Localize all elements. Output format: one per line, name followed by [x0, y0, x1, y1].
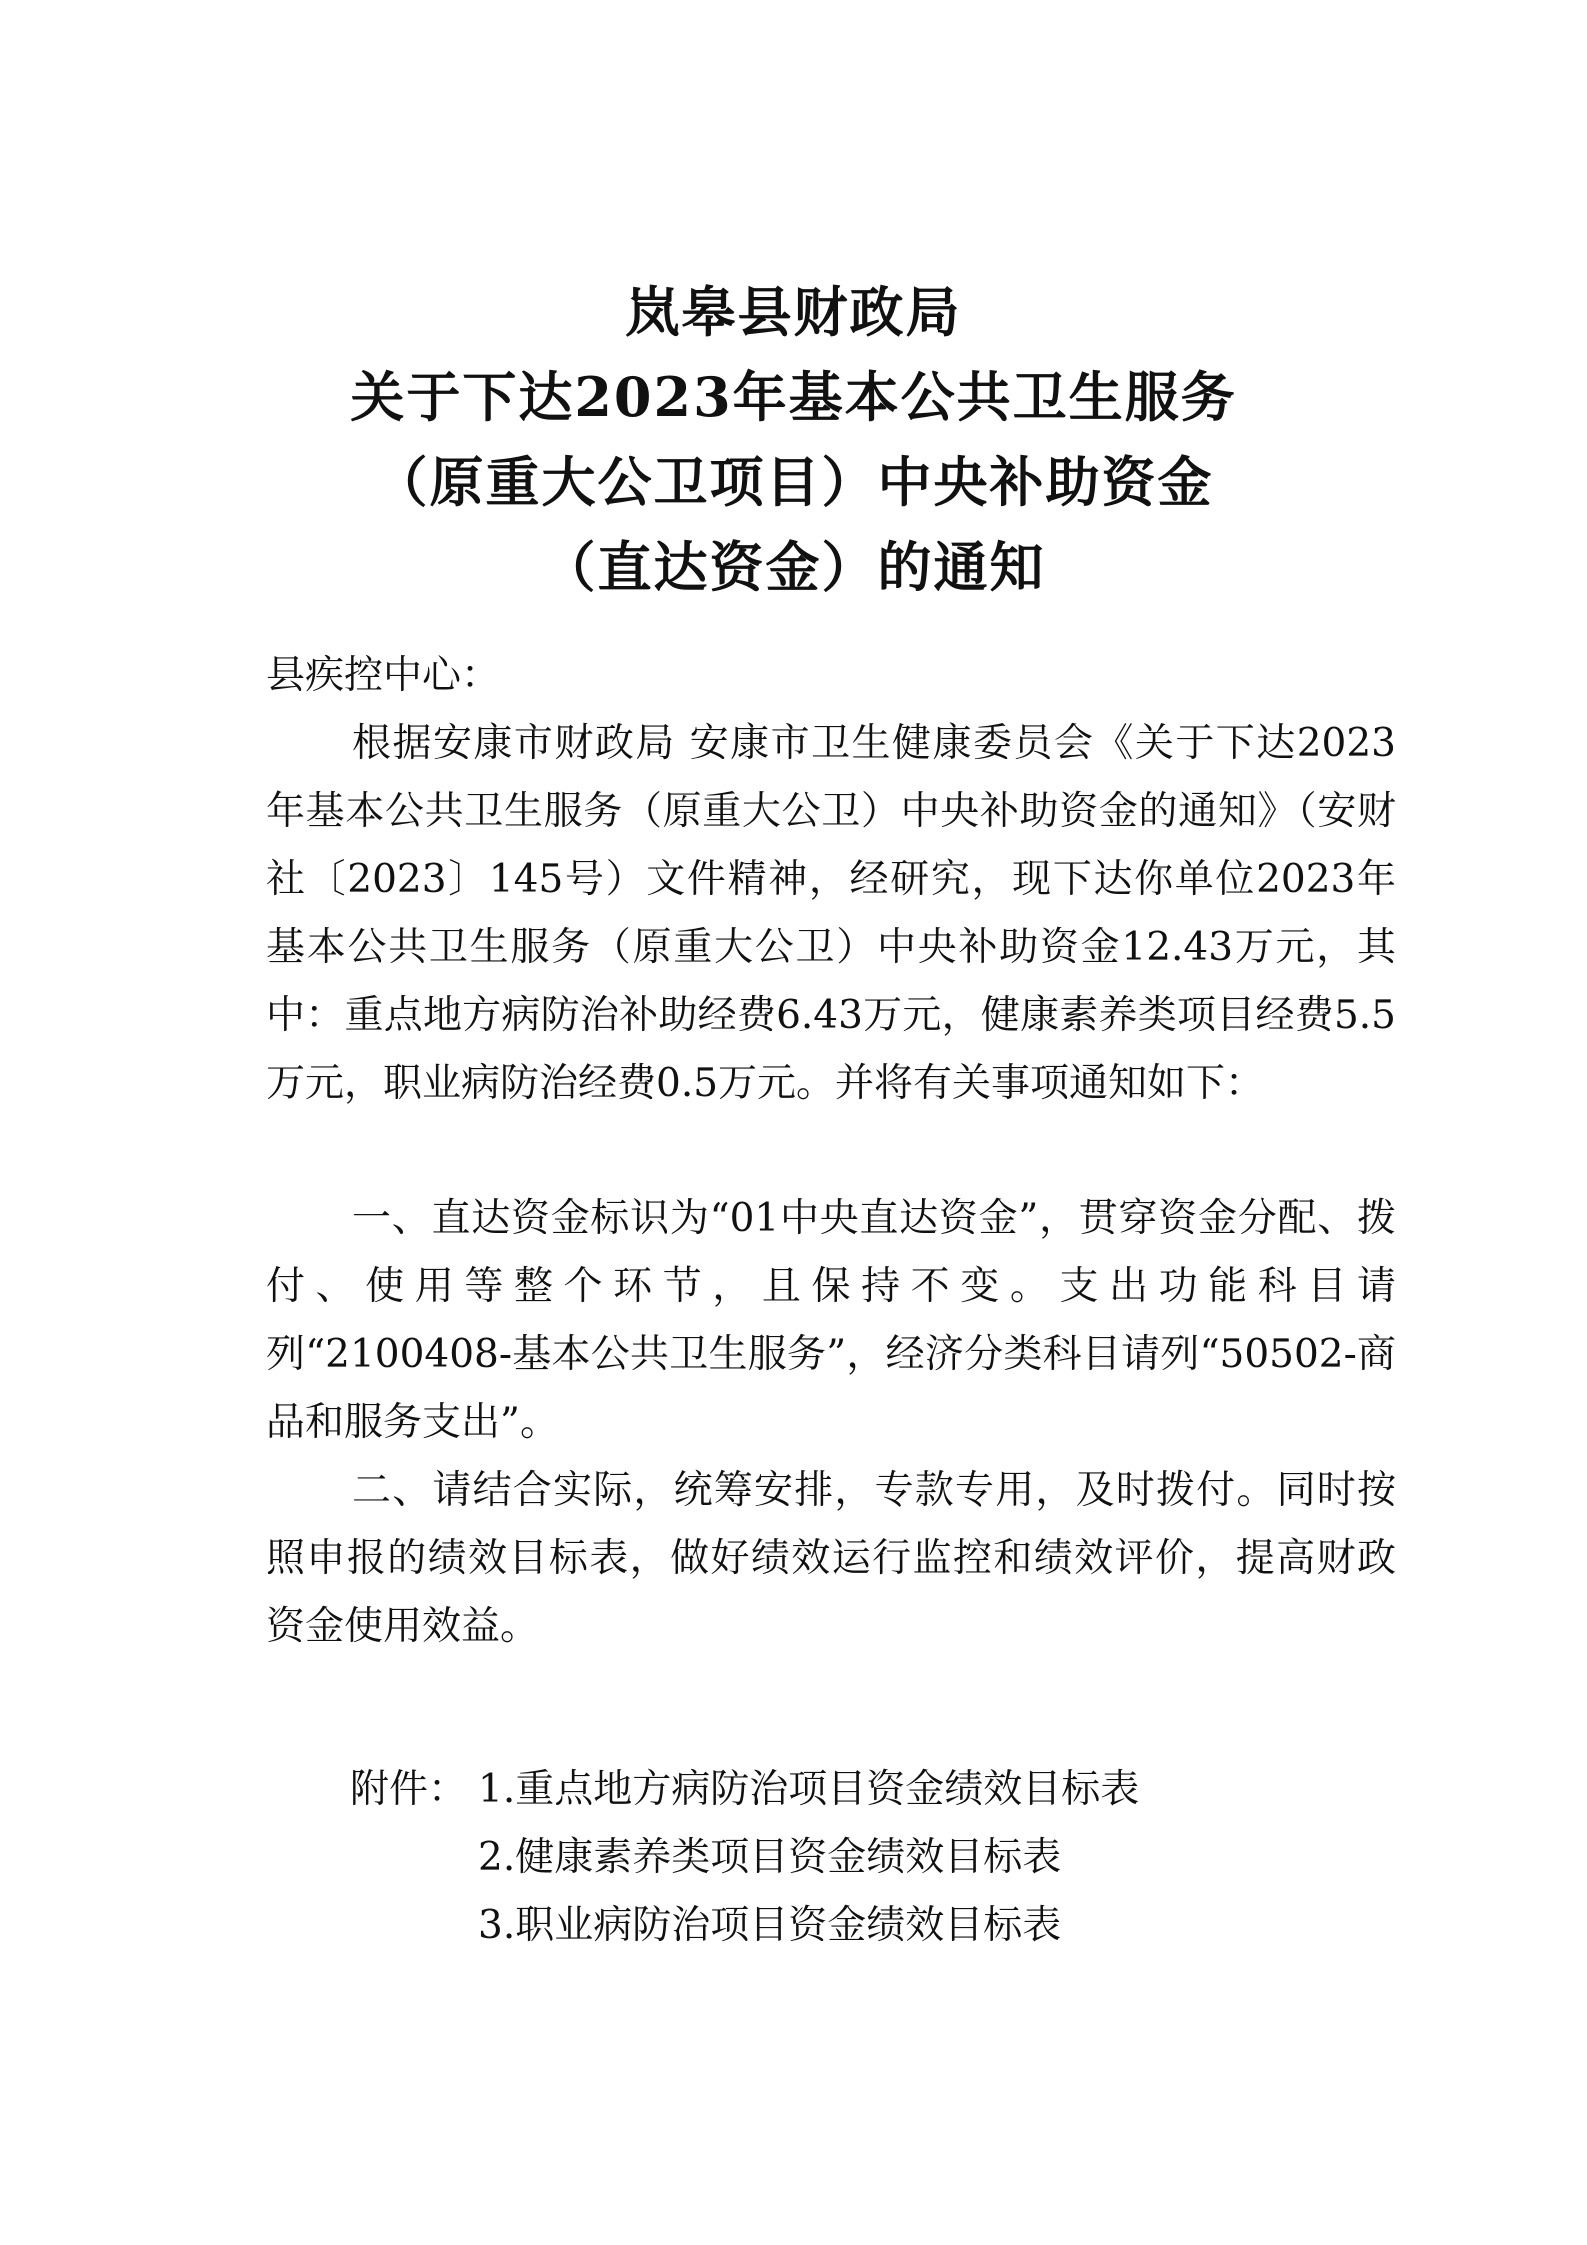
attachment-item: 2.健康素养类项目资金绩效目标表: [478, 1835, 1062, 1880]
attachment-row: [350, 1756, 1139, 1824]
paragraph-item-two: 二、请结合实际，统筹安排，专款专用，及时拨付。同时按照申报的绩效目标表，做好绩效运行监控和绩效评价，提高财政资金使用效益。: [266, 1468, 1396, 1649]
attachment-item: 3.职业病防治项目资金绩效目标表: [478, 1903, 1062, 1948]
attachment-item: 1.重点地方病防治项目资金绩效目标表: [478, 1767, 1140, 1812]
attachments-list: [350, 1756, 1139, 1960]
salutation: 县疾控中心：: [266, 653, 501, 698]
attachment-row: [350, 1892, 1139, 1960]
title-line-subject-3: （直达资金）的通知: [541, 535, 1046, 599]
title-line-subject-2: （原重大公卫项目）中央补助资金: [373, 450, 1214, 514]
paragraph-basis: 根据安康市财政局 安康市卫生健康委员会《关于下达2023年基本公共卫生服务（原重大公卫）中央补助资金的通知》（安财社〔2023〕145号）文件精神，经研究，现下达你单位2023年基本公共卫生服务（原重大公卫）中央补助资金12.43万元，其中：重点地方病防治补助经费6.43万元，健康素养类项目经费5.5万元，职业病防治经费0.5万元。并将有关事项通知如下：: [266, 721, 1396, 1106]
title-line-subject-1: 关于下达2023年基本公共卫生服务: [350, 365, 1237, 429]
title-line-issuer: 岚皋县财政局: [625, 280, 962, 344]
paragraph-item-one: 一、直达资金标识为“01中央直达资金”，贯穿资金分配、拨付、使用等整个环节，且保持不变。支出功能科目请列“2100408-基本公共卫生服务”，经济分类科目请列“50502-商品和服务支出”。: [266, 1196, 1396, 1445]
attachments-label: 附件：: [350, 1767, 468, 1812]
document-title: [0, 270, 1587, 610]
attachment-row: [350, 1824, 1139, 1892]
